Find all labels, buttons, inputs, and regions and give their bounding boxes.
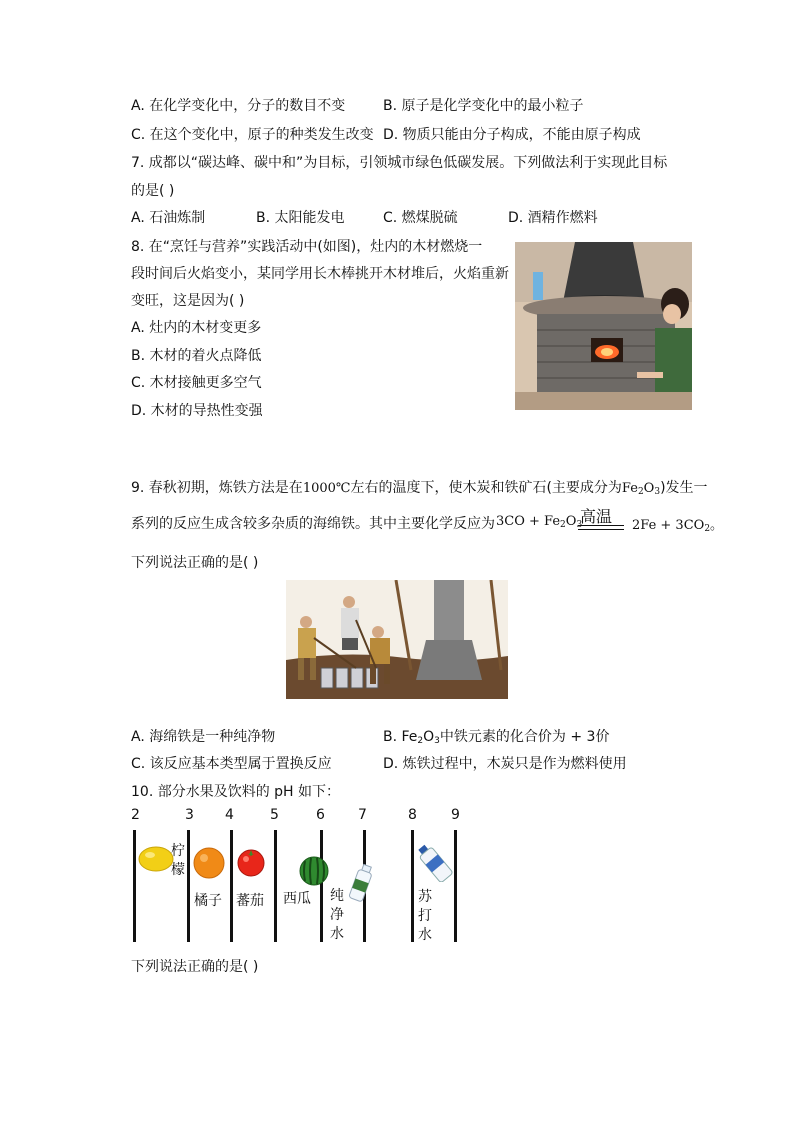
q9-fe-sub: 2 <box>637 487 644 497</box>
q9-b-suffix: 中铁元素的化合价为 + 3价 <box>439 729 610 745</box>
ph-bar-6 <box>320 830 323 942</box>
q9-option-c: C. 该反应基本类型属于置换反应 <box>131 756 332 772</box>
q9-fe-symbol: Fe <box>621 481 638 496</box>
q9-o-sub: 3 <box>654 487 661 497</box>
iron-smelting-illustration <box>286 580 508 699</box>
q8-stem-line2: 段时间后火焰变小，某同学用长木棒挑开木材堆后，火焰重新 <box>131 266 509 282</box>
label-soda-water: 苏 打 水 <box>418 889 432 943</box>
q9-b-sub2: 3 <box>434 736 440 746</box>
label-tomato: 蕃茄 <box>236 893 264 909</box>
q6-option-c: C. 在这个变化中，原子的种类发生改变 <box>131 127 374 143</box>
ph-scale-4: 4 <box>225 807 234 823</box>
q10-question: 下列说法正确的是( ) <box>131 959 259 975</box>
eq-right-sub: 2 <box>704 524 711 534</box>
q7-stem-line2: 的是( ) <box>131 183 175 199</box>
label-orange: 橘子 <box>194 893 222 909</box>
q9-equation-arrow <box>578 525 624 530</box>
q9-option-a: A. 海绵铁是一种纯净物 <box>131 729 276 745</box>
q9-option-b <box>383 726 609 746</box>
q9-stem-part3: )发生一 <box>660 480 708 496</box>
q9-equation-right <box>632 514 723 534</box>
soda-water-bottle-icon <box>414 842 456 882</box>
q6-option-a: A. 在化学变化中，分子的数目不变 <box>131 98 346 114</box>
ph-scale-5: 5 <box>270 807 279 823</box>
q9-o-symbol: O <box>643 481 655 496</box>
lemon-icon <box>138 845 174 873</box>
q9-stem-line1 <box>131 477 708 497</box>
q8-stem-line3: 变旺，这是因为( ) <box>131 293 245 309</box>
ph-scale-2: 2 <box>131 807 140 823</box>
eq-end-mark: 。 <box>710 518 724 533</box>
ph-scale-6: 6 <box>316 807 325 823</box>
q8-option-a: A. 灶内的木材变更多 <box>131 320 262 336</box>
q9-b-sub1: 2 <box>417 736 424 746</box>
ph-scale-9: 9 <box>451 807 460 823</box>
q8-option-c: C. 木材接触更多空气 <box>131 375 262 391</box>
q9-stem-part1: 9. 春秋初期，炼铁方法是在 <box>131 480 303 496</box>
q7-option-b: B. 太阳能发电 <box>256 210 345 226</box>
q9-equation-left <box>496 514 582 530</box>
ph-bar-2 <box>133 830 136 942</box>
watermelon-icon <box>299 856 329 886</box>
eq-left-sub1: 2 <box>560 520 566 530</box>
q9-option-d: D. 炼铁过程中，木炭只是作为燃料使用 <box>383 756 627 772</box>
q9-stem-line2: 系列的反应生成含较多杂质的海绵铁。其中主要化学反应为 <box>131 516 495 532</box>
stove-photo <box>515 242 692 410</box>
ph-bar-5 <box>274 830 277 942</box>
q7-stem-line1: 7. 成都以“碳达峰、碳中和”为目标，引领城市绿色低碳发展。下列做法利于实现此目标 <box>131 155 668 171</box>
q6-option-b: B. 原子是化学变化中的最小粒子 <box>383 98 584 114</box>
water-bottle-icon <box>348 863 376 905</box>
ph-scale-3: 3 <box>185 807 194 823</box>
q8-option-d: D. 木材的导热性变强 <box>131 403 263 419</box>
q9-b-prefix: B. Fe <box>383 729 418 745</box>
eq-left-o: O <box>565 514 577 529</box>
label-watermelon: 西瓜 <box>283 891 311 907</box>
q9-stem-part2: 左右的温度下，使木炭和铁矿石(主要成分为 <box>350 480 622 496</box>
q8-stem-line1: 8. 在“烹饪与营养”实践活动中(如图)，灶内的木材燃烧一 <box>131 239 483 255</box>
q9-temperature: 1000℃ <box>302 481 351 496</box>
orange-icon <box>193 847 225 879</box>
q10-stem: 10. 部分水果及饮料的 pH 如下： <box>131 784 341 800</box>
q7-option-c: C. 燃煤脱硫 <box>383 210 458 226</box>
ph-bar-3 <box>187 830 190 942</box>
q7-option-a: A. 石油炼制 <box>131 210 206 226</box>
eq-left-text: 3CO + Fe <box>496 514 561 529</box>
q8-option-b: B. 木材的着火点降低 <box>131 348 262 364</box>
q9-b-o: O <box>423 729 435 745</box>
ph-scale-7: 7 <box>358 807 367 823</box>
eq-right-text: 2Fe + 3CO <box>632 518 705 533</box>
q9-equation-condition: 高温 <box>580 507 613 526</box>
q9-stem-line3: 下列说法正确的是( ) <box>131 555 259 571</box>
ph-scale-8: 8 <box>408 807 417 823</box>
tomato-icon <box>236 847 266 877</box>
eq-left-sub2: 3 <box>576 520 583 530</box>
q7-option-d: D. 酒精作燃料 <box>508 210 598 226</box>
ph-bar-4 <box>230 830 233 942</box>
label-lemon: 柠 檬 <box>171 843 185 878</box>
q6-option-d: D. 物质只能由分子构成，不能由原子构成 <box>383 127 641 143</box>
label-pure-water: 纯 净 水 <box>330 888 344 942</box>
